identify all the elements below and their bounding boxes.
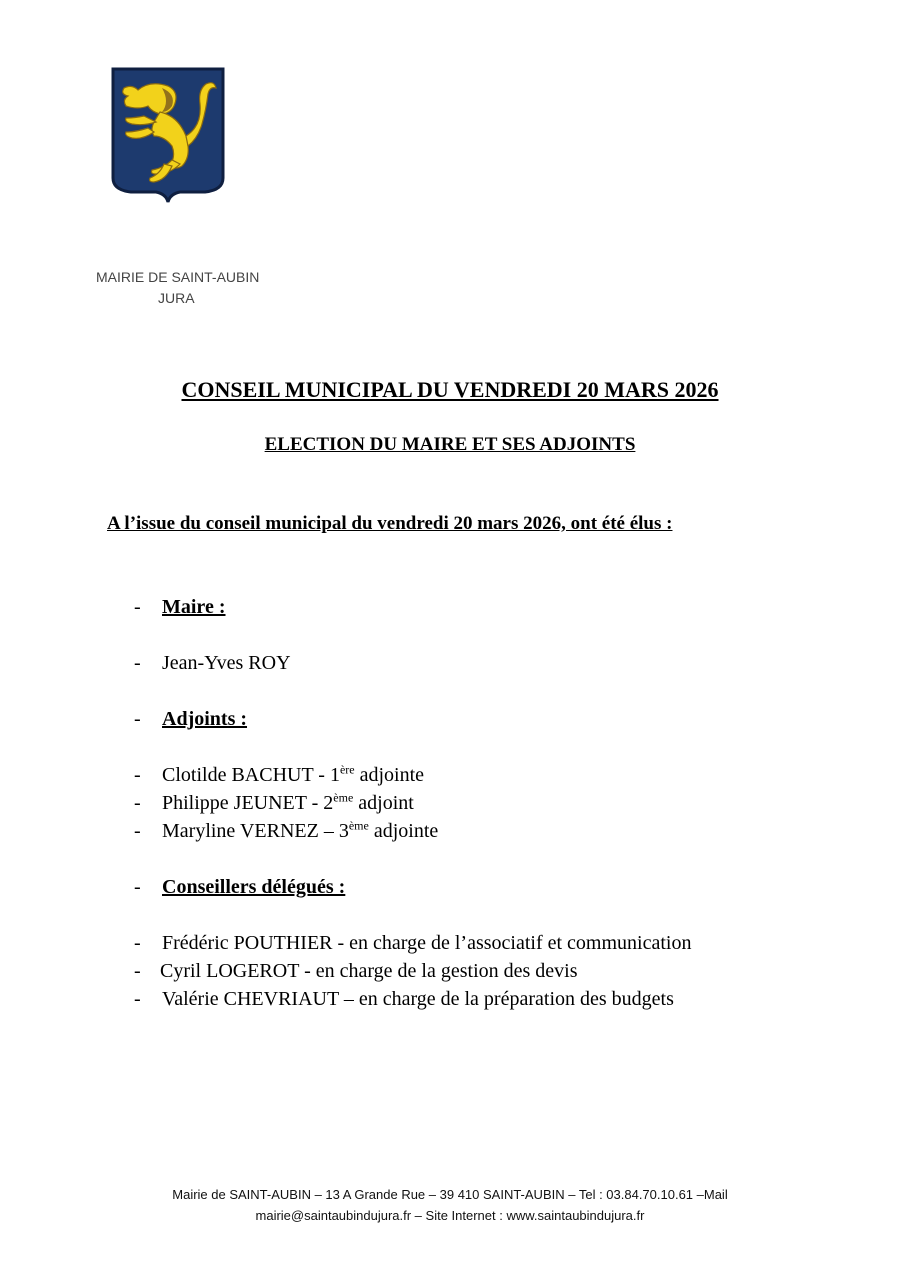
list-dash: - <box>134 596 141 618</box>
list-dash: - <box>134 988 141 1010</box>
adjoint-role: adjointe <box>354 764 425 786</box>
adjoint-role: adjointe <box>368 820 439 842</box>
conseiller-text: Cyril LOGEROT - en charge de la gestion des devis <box>160 960 578 982</box>
adjoint-text <box>162 764 424 787</box>
adjoint-text <box>162 820 438 843</box>
footer-address: Mairie de SAINT-AUBIN – 13 A Grande Rue – 39 410 SAINT-AUBIN – Tel : 03.84.70.10.61 –Mail <box>172 1187 728 1202</box>
adjoint-name: Clotilde BACHUT - 1 <box>162 764 340 786</box>
intro-text: A l’issue du conseil municipal du vendredi 20 mars 2026, ont été élus : <box>107 513 673 534</box>
ordinal-suffix: ère <box>339 762 355 777</box>
conseillers-header: Conseillers délégués : <box>162 876 346 898</box>
list-dash: - <box>134 960 141 982</box>
adjoint-name: Maryline VERNEZ – 3 <box>162 820 349 842</box>
maire-name: Jean-Yves ROY <box>162 652 291 674</box>
ordinal-suffix: ème <box>333 790 354 805</box>
department-name: JURA <box>158 290 195 306</box>
maire-header: Maire : <box>162 596 226 618</box>
adjoint-role: adjoint <box>353 792 414 814</box>
ordinal-suffix: ème <box>348 818 369 833</box>
adjoint-text <box>162 792 414 815</box>
list-dash: - <box>134 708 141 730</box>
mairie-name: MAIRIE DE SAINT-AUBIN <box>96 269 260 285</box>
list-dash: - <box>134 764 141 786</box>
adjoint-name: Philippe JEUNET - 2 <box>162 792 334 814</box>
coat-of-arms-icon <box>110 66 226 204</box>
page-title: CONSEIL MUNICIPAL DU VENDREDI 20 MARS 2026 <box>181 377 719 402</box>
footer-contact: mairie@saintaubindujura.fr – Site Internet : www.saintaubindujura.fr <box>255 1208 645 1223</box>
list-dash: - <box>134 876 141 898</box>
list-dash: - <box>134 652 141 674</box>
list-dash: - <box>134 792 141 814</box>
page-subtitle: ELECTION DU MAIRE ET SES ADJOINTS <box>264 434 636 455</box>
list-dash: - <box>134 932 141 954</box>
adjoints-header: Adjoints : <box>162 708 248 730</box>
list-dash: - <box>134 820 141 842</box>
conseiller-text: Valérie CHEVRIAUT – en charge de la préparation des budgets <box>162 988 674 1010</box>
conseiller-text: Frédéric POUTHIER - en charge de l’associatif et communication <box>162 932 692 954</box>
